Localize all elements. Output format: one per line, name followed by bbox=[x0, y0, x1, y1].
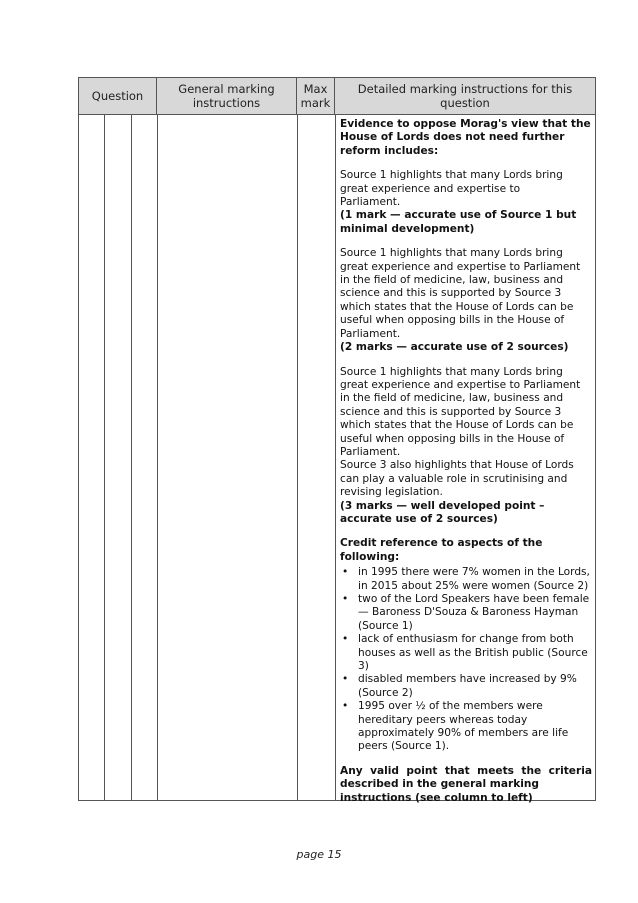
evidence-intro: Evidence to oppose Morag's view that the House of Lords does not need further reform includes: bbox=[340, 118, 591, 157]
valid-point-line1: Any valid point that meets the criteria bbox=[340, 764, 592, 777]
bullet-icon: • bbox=[342, 673, 349, 686]
table-border-right bbox=[595, 115, 596, 801]
credit-item: • lack of enthusiasm for change from both houses as well as the British public (Source 3) bbox=[342, 633, 588, 673]
credit-item: • disabled members have increased by 9% (Source 2) bbox=[342, 673, 577, 699]
column-divider-max bbox=[297, 115, 298, 801]
bullet-icon: • bbox=[342, 700, 349, 713]
three-mark-label: (3 marks — well developed point – accurate use of 2 sources) bbox=[340, 499, 545, 525]
header-question: Question bbox=[78, 77, 157, 115]
credit-item: • in 1995 there were 7% women in the Lords, in 2015 about 25% were women (Source 2) bbox=[342, 566, 590, 592]
header-general-marking: General marking instructions bbox=[157, 77, 297, 115]
one-mark-label: (1 mark — accurate use of Source 1 but minimal development) bbox=[340, 209, 577, 235]
two-mark-label: (2 marks — accurate use of 2 sources) bbox=[340, 341, 569, 354]
page-number: page 15 bbox=[296, 848, 342, 861]
three-mark-example bbox=[340, 366, 592, 527]
three-mark-text-a: Source 1 highlights that many Lords bring great experience and expertise to Parliament in the field of medicine, law, business and science and this is supported by Source 3 which states that the House of Lords can be useful when opposing bills in the House of Parliament. bbox=[340, 365, 581, 458]
column-divider-general bbox=[157, 115, 158, 801]
credit-heading: Credit reference to aspects of the following: bbox=[340, 537, 543, 563]
table-border-left bbox=[78, 115, 79, 801]
bullet-icon: • bbox=[342, 566, 349, 579]
two-mark-text: Source 1 highlights that many Lords bring great experience and expertise to Parliament in the field of medicine, law, business and science and this is supported by Source 3 which states that the House of Lords can be useful when opposing bills in the House of Parliament. bbox=[340, 247, 581, 340]
credit-item: • two of the Lord Speakers have been female — Baroness D'Souza & Baroness Hayman (Source 1) bbox=[342, 593, 590, 632]
valid-point-rest: described in the general marking instructions (see column to left) bbox=[340, 778, 539, 804]
question-subcol-divider-2 bbox=[131, 115, 132, 801]
credit-list bbox=[340, 566, 592, 754]
valid-point-note bbox=[340, 765, 592, 805]
detailed-marking-cell bbox=[340, 118, 592, 805]
bullet-icon: • bbox=[342, 633, 349, 646]
bullet-icon: • bbox=[342, 593, 349, 605]
one-mark-example bbox=[340, 169, 592, 236]
question-subcol-divider-1 bbox=[104, 115, 105, 801]
header-detailed-marking: Detailed marking instructions for this question bbox=[335, 77, 596, 115]
three-mark-text-b: Source 3 also highlights that House of Lords can play a valuable role in scrutinising and revising legislation. bbox=[340, 459, 574, 499]
one-mark-text-line2: Parliament. bbox=[340, 196, 401, 209]
header-max-mark: Max mark bbox=[297, 77, 335, 115]
one-mark-text-line1: Source 1 highlights that many Lords bring great experience and expertise to bbox=[340, 169, 563, 195]
column-divider-detailed bbox=[335, 115, 336, 801]
two-mark-example bbox=[340, 247, 592, 354]
credit-item: • 1995 over ½ of the members were hereditary peers whereas today approximately 90% of members are life peers (Source 1). bbox=[342, 700, 569, 753]
